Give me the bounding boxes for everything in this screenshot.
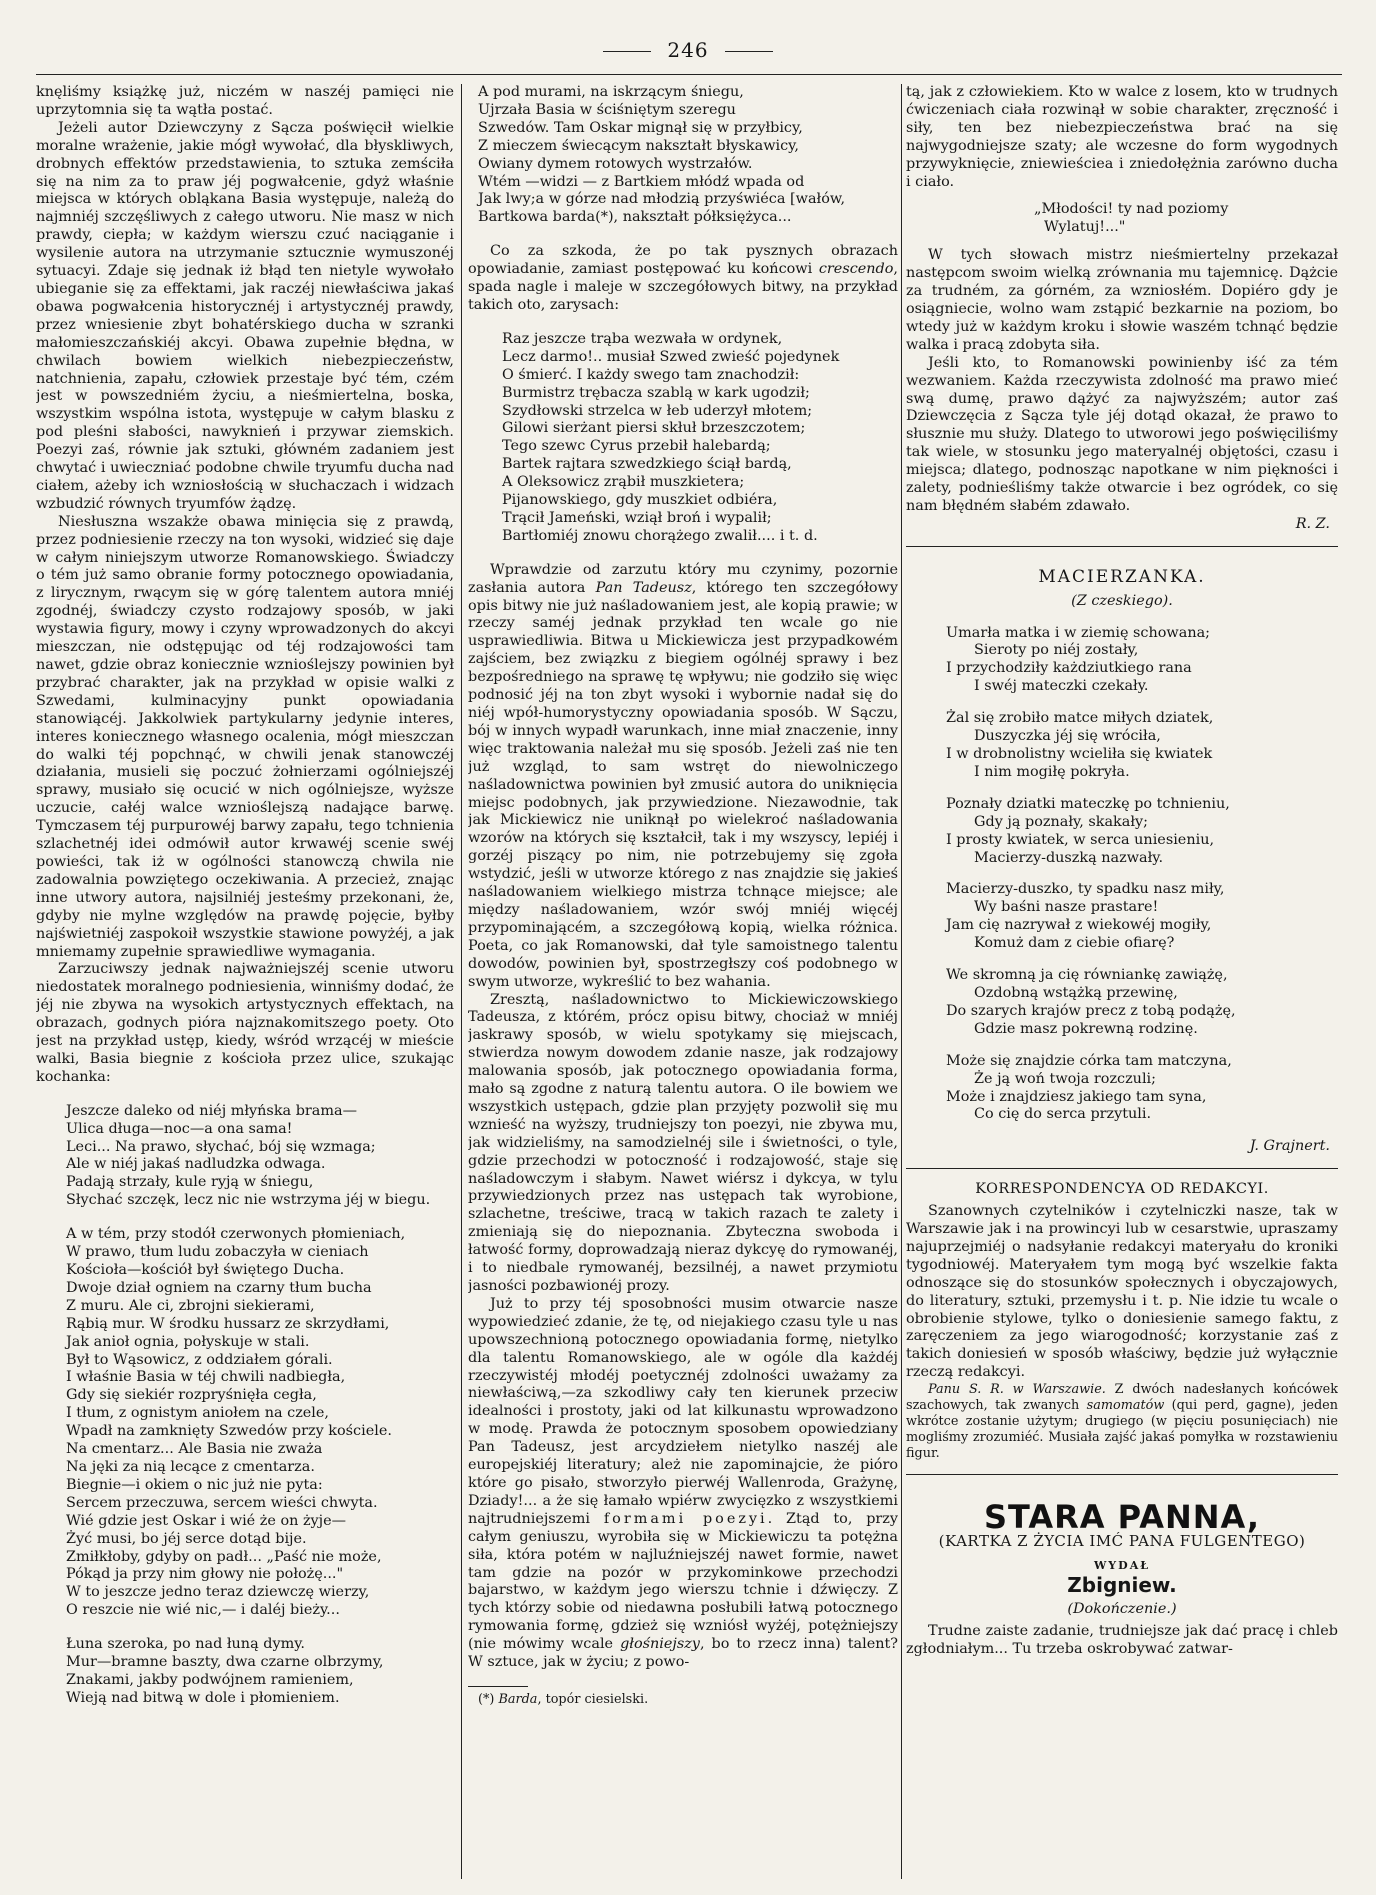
poem-title: MACIERZANKA. [1038,566,1206,587]
verse-line: W to jeszcze jedno teraz dziewczę wierzy, [66,1584,370,1601]
verse-line: Lecz darmo!.. musiał Szwed zwieść pojedynek [502,348,840,365]
verse-line: Pókąd ja przy nim głowy nie położę..." [66,1566,344,1583]
poem-stanza [906,625,1338,697]
poem-line: Do szarych krajów precz z tobą podążę, [946,1002,1236,1019]
page-number-dash-right [725,51,773,52]
paragraph: Niesłuszna wszakże obawa minięcia się z prawdą, przez podniesienie rzeczy na ton wysoki, widzieć się daje w całym niniejszym utworze Romanowskiego. Świadczy o tém już samo obranie formy potocznego opowiadania, z lirycznym, rwącym się w górę talentem autora mniéj zgodnéj, świadczy czysto rodzajowy sposób, w jaki wystawia figury, mowy i czyny wprowadzonych do akcyi mieszczan, nie odstępując od téj rodzajowości tam nawet, gdzie obraz koniecznie wznioślejszy powinien był przybrać charakter, jak na przykład w opisie walki z Szwedami, kulminacyjny punkt opowiadania stanowiącéj. Jakkolwiek partykularny jedynie interes, interes koniecznego własnego ocalenia, mógł mieszczan do walki téj popchnąć, w chwili jenak stanowczéj działania, musieli się poczuć żołnierzami ogólniejszéj sprawy, musiało się ocucić w nich ogólniejsze, wyższe uczucie, całéj walce wznioślejszą nadające barwę. Tymczasem téj purpurowéj barwy zapału, tego tchnienia szlachetnéj idei odmówił autor krwawéj scenie swéj powieści, tak iż w ogólności stanowczą chwila nie zadowalnia powziętego oczekiwania. A przecież, znając inne utwory autora, najsilniéj jesteśmy przekonani, że, gdyby nie mylne względów na prawdę pojęcie, byłby najświetniéj zaspokoił wszystkie stawione powyżéj, a jak mniemamy zupełnie sprawiedliwe wymagania. [36,513,454,960]
correspondence-title: KORRESPONDENCYA OD REDAKCYI. [975,1181,1269,1198]
story-subtitle: (KARTKA Z ŻYCIA IMĆ PANA FULGENTEGO) [938,1532,1306,1551]
verse-line: Biegnie—i okiem o nic już nie pyta: [66,1476,323,1493]
small-note: Panu S. R. w Warszawie. Z dwóch nadesłanych końcówek szachowych, tak zwanych samomatów (qui perd, gagne), jeden wkrótce zostanie użytym; drugiego (w pięciu posunięciach) nie mogliśmy zrozumiéć. Musiała zajść jakaś pomyłka w rozstawieniu figur. [906,1382,1338,1462]
verse-line: Wtém —widzi — z Bartkiem młódź wpada od [478,173,805,190]
verse-block [468,331,898,546]
paragraph: W tych słowach mistrz nieśmiertelny przekazał następcom swoim wielką zrównania mu tajemnicę. Dążcie za trudném, za górném, za wzniosłém. Dopiéro gdy je osiągniecie, wolno wam zstąpić bezkarnie na poziom, bo wtedy już w każdym kroku i słowie waszém tchnąć będzie walka i pracą zdobyta siła. [906,247,1338,353]
verse-line: Ulica długa—noc—a ona sama! [66,1120,293,1137]
conclusion-label: (Dokończenie.) [1067,1600,1177,1617]
poem-line: Komuż dam z ciebie ofiarę? [974,935,1175,952]
verse-line: Wié gdzie jest Oskar i wié że on żyje— [66,1512,347,1529]
verse-block [36,1636,454,1708]
verse-line: I właśnie Basia w téj chwili nadbiegła, [66,1369,346,1386]
poem-line: I nim mogiłę pokryła. [974,763,1130,780]
paragraph: Zarzuciwszy jednak najważniejszéj scenie utworu niedostatek moralnego podniesienia, winniśmy dodać, że jéj nie zbywa na wysokich artystycznych effektach, na obrazach, godnych pióra najznakomitszego poety. Oto jest na przykład ustęp, kiedy, wśród wrzącéj w mieście walki, Basia biegnie z kościoła przez ulice, szukając kochanka: [36,961,454,1085]
footnote-rule [468,1686,528,1687]
verse-line: A Oleksowicz zrąbił muszkietera; [502,474,745,491]
italic-title: Pan Tadeusz [595,579,692,596]
section-rule [906,1168,1338,1169]
verse-line: Owiany dymem rotowych wystrzałów. [478,155,753,172]
paragraph: tą, jak z człowiekiem. Kto w walce z losem, kto w trudnych ćwiczeniach ciała rozwinął w sobie charakter, zręczność i siły, ten bez niebezpieczeństwa brać na się najwygodniejsze szaty; ale wczesne do form wygodnych przywyknięcie, zniewieściea i zniedołężnia zarówno ducha i ciało. [906,84,1338,190]
verse-line: Leci... Na prawo, słychać, bój się wzmaga; [66,1138,376,1155]
column-2 [468,84,898,1874]
poem-line: Jam cię nazrywał z wiekowéj mogiły, [946,917,1212,934]
verse-line: Jak anioł ognia, połyskuje w stali. [66,1333,310,1350]
verse-line: Ujrzała Basia w ściśniętym szeregu [478,101,736,118]
page-number: 246 [0,38,1376,62]
verse-line: Rąbią mur. W środku hussarz ze skrzydłami, [66,1315,390,1332]
quote [906,201,1338,237]
paragraph: Już to przy téj sposobności musim otwarcie nasze wypowiedzieć zdanie, że tę, od niejakiego czasu tyle u nas upowszechnioną potocznego opowiadania formę, nietylko dla talentu Romanowskiego, ale w ogóle dla każdéj rzeczywistéj młodéj poetycznéj zdolności uważamy za niewłaściwą,—za szkodliwy cały ten kierunek przeciw idealności i prostoty, jaki od lat kilkunastu wprowadzono w modę. Prawda że potocznym sposobem opowiedziany Pan Tadeusz, jest arcydziełem nietylko naszéj ale europejskiéj literatury; ależ nie zapominajcie, że pióro które go pisało, stworzyło pierwéj Wallenroda, Grażynę, Dziady!... a że się łamało wpiérw zwycięzko z wszystkiemi najtrudniejszemi formami poezyi. Ztąd to, przy całym geniuszu, wyrobiła się w Mickiewiczu ta potężna siła, która potém w najluźniejszéj nawet formie, nawet tam gdzie na pozór w przykominkowe przechodzi bajarstwo, w każdym jego wierszu tchnie i dźwięczy. Z tych którzy sobie od niedawna posłubili łatwą potocznego rymowania formę, gdzież się wzniósł wyżéj, potężniejszy (nie mówimy wcale głośniejszy, bo to rzecz inna) talent? W sztuce, jak w życiu; z powo- [468,1295,898,1671]
verse-line: A pod murami, na iskrzącym śniegu, [478,84,744,100]
verse-line: O śmierć. I każdy swego tam znachodził: [502,366,800,383]
section-rule [906,1474,1338,1475]
poem-stanza [906,1053,1338,1125]
story-author: Zbigniew. [1067,1572,1177,1597]
verse-line: Szydłowski strzelca w łeb uderzył młotem; [502,402,813,419]
poem-subtitle: (Z czeskiego). [1071,592,1173,609]
published-by-label: WYDAŁ [1093,1559,1151,1572]
poem-line: We skromną ja cię równiankę zawiążę, [946,967,1228,984]
poem-line: Wy baśni nasze prastare! [974,899,1159,916]
verse-line: Jeszcze daleko od niéj młyńska brama— [66,1102,357,1119]
paragraph: knęliśmy książkę już, niczém w naszéj pamięci nie uprzytomnia się ta wątła postać. [36,84,454,118]
verse-block [468,84,898,227]
verse-line: Kościoła—kościół był świętego Ducha. [66,1262,345,1278]
verse-line: Znakami, jakby podwójnem ramieniem, [66,1671,354,1688]
verse-line: I tłum, z ognistym aniołem na czele, [66,1405,329,1422]
section-rule [906,546,1338,547]
page-number-dash-left [603,51,651,52]
verse-line: Na jęki za nią lecące z cmentarza. [66,1458,315,1475]
verse-line: Z mieczem świecącym nakształt błyskawicy, [478,137,799,154]
verse-line: Był to Wąsowicz, z oddziałem górali. [66,1351,333,1368]
verse-line: Ale w niéj jakaś nadludzka odwaga. [66,1156,326,1173]
column-3 [906,84,1338,1874]
verse-line: Mur—bramne baszty, dwa czarne olbrzymy, [66,1654,384,1671]
verse-line: Bartek rajtara szwedzkiego ściął bardą, [502,456,792,473]
poem-line: I prosty kwiatek, w serca uniesieniu, [946,831,1215,848]
verse-line: Wieją nad bitwą w dole i płomieniem. [66,1689,340,1706]
paragraph: Jeśli kto, to Romanowski powinienby iść za tém wezwaniem. Każda rzeczywista zdolność ma prawo mieć swą dumę, prawo dążyć za najwyższém; autor zaś Dziewczęcia z Sącza tyle jéj dotąd okazał, że prawo to słusznie mu służy. Dlatego to utworowi jego poświęciliśmy tak wiele, w stosunku jego materyalnéj objętości, czasu i miejsca; dlatego, podnosząc napotkane w nim piękności i zalety, podnieśliśmy także otwarcie i bez ogródek, co się nam błędném słabém zdawało. [906,354,1338,514]
verse-line: Wpadł na zamknięty Szwedów przy kościele. [66,1423,392,1440]
quote-line: „Młodości! ty nad poziomy [1034,201,1229,218]
verse-line: Gilowi sierżant piersi skłuł brzeszczotem; [502,420,806,437]
poem-line: Może się znajdzie córka tam matczyna, [946,1052,1232,1069]
verse-line: Padają strzały, kule ryją w śniegu, [66,1174,314,1191]
paragraph: Trudne zaiste zadanie, trudniejsze jak dać pracę i chleb zgłodniałym... Tu trzeba oskrobywać zatwar- [906,1622,1338,1657]
poem-line: Może i znajdziesz jakiego tam syna, [946,1088,1207,1105]
verse-line: W prawo, tłum ludu zobaczyła w cieniach [66,1244,369,1261]
poem-line: Macierzy-duszko, ty spadku nasz miły, [946,881,1225,898]
italic-word: głośniejszy [620,1636,700,1653]
spaced-words: formami poezyi [603,1510,768,1527]
verse-line: A w tém, przy stodół czerwonych płomieniach, [66,1226,406,1243]
footnote: (*) Barda, topór ciesielski. [478,1691,649,1707]
poem [906,625,1338,1125]
poem-line: I swéj mateczki czekały. [974,678,1149,695]
verse-line: Jak lwy;a w górze nad młodzią przyświéca [wałów, [478,191,846,208]
italic-word: crescendo [818,261,894,278]
verse-line: O reszcie nie wié nic,— i daléj bieży... [66,1602,340,1619]
verse-block [36,1103,454,1210]
poem-line: I w drobnolistny wcieliła się kwiatek [946,746,1213,762]
poem-line: Gdy ją poznały, skakały; [974,813,1148,830]
verse-line: Pijanowskiego, gdy muszkiet odbiéra, [502,492,778,509]
signature: R. Z. [1295,515,1330,532]
verse-line: Łuna szeroka, po nad łuną dymy. [66,1636,306,1653]
poem-line: Sieroty po niéj zostały, [974,642,1139,659]
poem-stanza [906,967,1338,1039]
poem-line: I przychodziły każdziutkiego rana [946,660,1192,677]
paragraph: Jeżeli autor Dziewczyny z Sącza poświęcił wielkie moralne wrażenie, jakie mógł wywołać, dla błyskliwych, drobnych effektów przedstawienia, to sztuka zemściła się na nim za to praw jéj pogwałcenie, gdyż właśnie miejsca w których obląkana Basia występuje, należą do najmniéj szczęśliwych z całego utworu. Nie masz w nich prawdy, ciepła; w każdym wierszu czuć naciąganie i wysilenie autora na utrzymanie sztucznie wymuszonéj sytuacyi. Zdaje się jednak iż błąd ten nietyle wywołało ubieganie się za effektami, jak raczéj niewłaściwa jakaś obawa pogwałcenia historycznéj i artystycznéj prawdy, przez wniesienie zbyt bohatérskiego ducha w szranki małomieszczańskiéj akcyi. Obawa zupełnie błędna, w chwilach bowiem wielkich niebezpieczeństw, natchnienia, zapału, człowiek przestaje być tém, czém jest w powszedniém życiu, a nieśmiertelna, boska, wszystkim wspólna istota, występuje w całym blasku z pod pleśni słabości, nawyknień i przywar ziemskich. Poezyi zaś, równie jak sztuki, główném zadaniem jest chwytać i uwieczniać podobne chwile tryumfu ducha nad ciałem, ażeby ich wzniosłością w słuchaczach i widzach wzbudzić równych tryumfów żądzę. [36,119,454,512]
poem-line: Umarła matka i w ziemię schowana; [946,624,1211,641]
verse-line: Raz jeszcze trąba wezwała w ordynek, [502,330,783,347]
poem-line: Gdzie masz pokrewną rodzinę. [974,1020,1198,1037]
quote-line: Wylatuj!..." [1044,219,1126,236]
poem-line: Żal się zrobiło matce miłych dziatek, [946,710,1214,727]
poem-stanza [906,710,1338,782]
verse-line: Dwoje dział ogniem na czarny tłum bucha [66,1279,372,1296]
verse-line: Burmistrz trębacza szablą w kark ugodził; [502,384,810,401]
verse-block [36,1226,454,1620]
verse-line: Na cmentarz... Ale Basia nie zważa [66,1441,323,1458]
verse-line: Zmiłkłoby, gdyby on padł... „Paść nie może, [66,1548,382,1565]
paragraph: Zresztą, naśladownictwo to Mickiewiczowskiego Tadeusza, z którém, prócz opisu bitwy, chociaż w mniéj jaskrawy sposób, w wielu spotykamy się miejscach, stwierdza nowym dowodem zdanie nasze, jak rodzajowy malowania sposób, jak potocznego opowiadania forma, mało są zgodne z naturą talentu autora. O ile bowiem we wszystkich ustępach, gdzie plan przyjęty pozwolił się mu wznieść na wyższy, trudniejszy ton poezyi, nie zbywa mu, jak widzieliśmy, na samodzielnéj sile i świetności, o tyle, gdzie przechodzi w potoczność i rodzajowość, staje się naśladowczym i słabym. Nawet wiérsz i dykcya, w tylu przywiedzionych przez nas ustępach tak wyrobione, szlachetne, treściwe, tracą w takich razach te zalety i zmieniają się do niepoznania. Zbyteczna swoboda i łatwość formy, doprowadzają nieraz dykcyę do rymowanéj, i to niedbale rymowanéj, bezsilnéj, a nawet przymiotu jasności pozbawionéj prozy. [468,991,898,1294]
verse-line: Gdy się siekiér rozpryśnięła cegła, [66,1387,317,1404]
poem-line: Poznały dziatki mateczkę po tchnieniu, [946,795,1230,812]
verse-line: Sercem przeczuwa, sercem wieści chwyta. [66,1494,378,1511]
paragraph: Co za szkoda, że po tak pysznych obrazach opowiadanie, zamiast postępować ku końcowi crescendo, spada nagle i maleje w szczegółowych bitwy, na przykład takich oto, zarysach: [468,243,898,313]
verse-line: Z muru. Ale ci, zbrojni siekierami, [66,1297,315,1314]
column-divider-1 [461,84,462,1879]
poem-signature: J. Grajnert. [1249,1138,1330,1155]
verse-line: Tego szewc Cyrus przebił halebardą; [502,438,771,455]
verse-line: Żyć musi, bo jéj serce dotąd bije. [66,1530,307,1547]
column-divider-2 [901,84,902,1879]
verse-line: Bartkowa barda(*), nakształt półksiężyca... [478,209,792,226]
poem-line: Macierzy-duszką nazwały. [974,849,1164,866]
header-rule [36,74,1342,75]
poem-line: Że ją woń twoja rozczuli; [974,1070,1156,1087]
story-title: STARA PANNA, [983,1498,1261,1537]
verse-line: Szwedów. Tam Oskar mignął się w przyłbicy, [478,119,803,136]
paragraph: Wprawdzie od zarzutu który mu czynimy, pozornie zasłania autora Pan Tadeusz, którego ten szczegółowy opis bitwy nie już naśladowaniem jest, ale kopią prawie; w rzeczy saméj jednak przykład ten wcale go nie usprawiedliwia. Bitwa u Mickiewicza jest przypadkowém zajściem, bez związku z biegiem ogólnéj sprawy i bez bezpośredniego na sprawę tę wpływu; nie godziło się więc podnosić jéj na ton zbyt wysoki i wybornie nadał się do niéj wpół-humorystyczny opowiadania sposób. W Sączu, bój w innych wypadł warunkach, inne miał znaczenie, inny więc traktowania należał mu się sposób. Jeżeli zaś nie ten już wzgląd, to sam wstręt do niewolniczego naśladownictwa powinien był zmusić autora do uniknięcia miejsc podobnych, jak przywiedzione. Niezawodnie, tak jak Mickiewicz nie uniknął po wielekroć naśladowania wzorów na których się kształcił, tak i my wszyscy, lepiéj i gorzéj piszący po nim, nie potrzebujemy się zgoła wstydzić, jeśli w utworze którego z nas znajdzie się jakieś naśladowaniem wielkiego mistrza tchnące miejsce; ale między naśladowaniem, wzór swój mniéj więcéj przypominającém, a szczegółową kopią, wielka różnica. Poeta, co jak Romanowski, dał tyle samoistnego talentu dowodów, powinien był, spostrzegłszy coś podobnego w swym utworze, wykreślić to bez wahania. [468,561,898,990]
poem-line: Co cię do serca przytuli. [974,1106,1152,1123]
verse-line: Słychać szczęk, lecz nic nie wstrzyma jéj w biegu. [66,1192,431,1209]
poem-line: Duszyczka jéj się wróciła, [974,728,1161,745]
verse-line: Bartłomiéj znowu chorążego zwalił.... i t. d. [502,527,818,544]
poem-stanza [906,796,1338,868]
verse-line: Trącił Jameński, wziął broń i wypalił; [502,509,772,526]
poem-stanza [906,881,1338,953]
paragraph: Szanownych czytelników i czytelniczki nasze, tak w Warszawie jak i na prowincyi lub w cesarstwie, upraszamy najuprzejmiéj o nadsyłanie redakcyi materyału do kroniki tygodniowéj. Materyałem tym mogą być wszelkie fakta odnoszące się do stosunków społecznych i obyczajowych, do literatury, sztuki, przemysłu i t. p. Nie idzie tu wcale o obrobienie stylowe, tylko o doniesienie samego faktu, z zaręczeniem za jego wiarogodność; korzystanie zaś z takich doniesień w sposób właściwy, będzie już wyłącznie rzeczą redakcyi. [906,1203,1338,1381]
column-1 [36,84,454,1874]
poem-line: Ozdobną wstążką przewinę, [974,984,1178,1001]
